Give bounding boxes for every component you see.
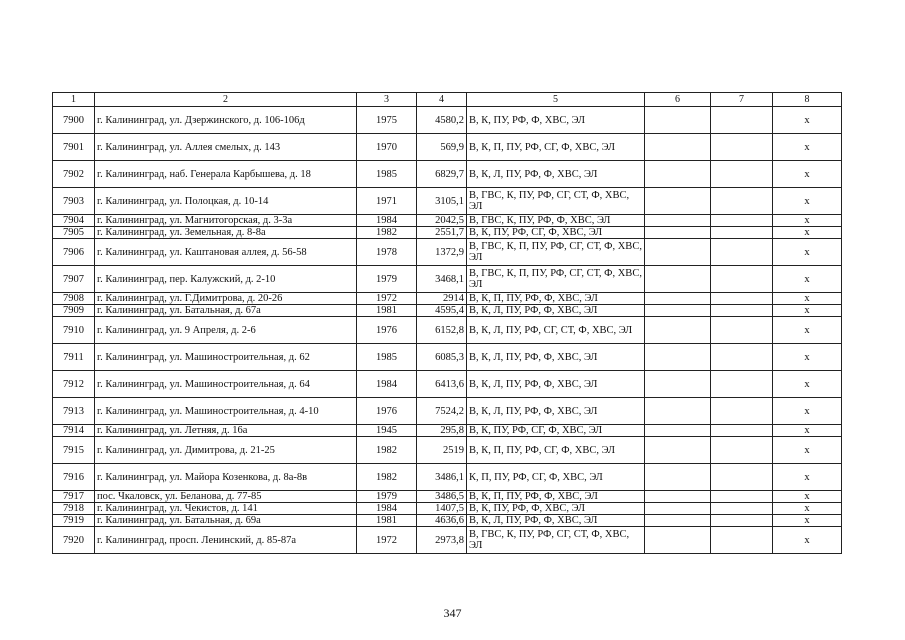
cell-c7 — [711, 239, 773, 266]
cell-works: В, К, П, ПУ, РФ, СГ, Ф, ХВС, ЭЛ — [467, 437, 645, 464]
cell-c6 — [645, 161, 711, 188]
cell-c6 — [645, 437, 711, 464]
cell-c6 — [645, 239, 711, 266]
cell-num: 7912 — [53, 371, 95, 398]
cell-year: 1972 — [357, 527, 417, 554]
cell-c6 — [645, 515, 711, 527]
cell-area: 3468,1 — [417, 266, 467, 293]
table-row — [53, 215, 842, 227]
cell-year: 1979 — [357, 491, 417, 503]
cell-c6 — [645, 371, 711, 398]
cell-c8: х — [773, 227, 842, 239]
cell-works: В, К, П, ПУ, РФ, Ф, ХВС, ЭЛ — [467, 491, 645, 503]
cell-year: 1981 — [357, 305, 417, 317]
cell-year: 1970 — [357, 134, 417, 161]
cell-works: В, К, Л, ПУ, РФ, Ф, ХВС, ЭЛ — [467, 371, 645, 398]
cell-address: г. Калининград, ул. Машиностроительная, д. 64 — [95, 371, 357, 398]
cell-address: г. Калининград, ул. Батальная, д. 67а — [95, 305, 357, 317]
cell-year: 1981 — [357, 515, 417, 527]
cell-works: В, К, ПУ, РФ, Ф, ХВС, ЭЛ — [467, 107, 645, 134]
cell-c6 — [645, 425, 711, 437]
cell-num: 7905 — [53, 227, 95, 239]
cell-c7 — [711, 188, 773, 215]
cell-num: 7911 — [53, 344, 95, 371]
cell-address: пос. Чкаловск, ул. Беланова, д. 77-85 — [95, 491, 357, 503]
cell-c6 — [645, 266, 711, 293]
cell-works: В, К, ПУ, РФ, Ф, ХВС, ЭЛ — [467, 503, 645, 515]
table-row — [53, 107, 842, 134]
cell-c8: х — [773, 344, 842, 371]
cell-num: 7901 — [53, 134, 95, 161]
header-cell: 6 — [645, 93, 711, 107]
cell-c8: х — [773, 527, 842, 554]
cell-c8: х — [773, 398, 842, 425]
table-row — [53, 425, 842, 437]
cell-address: г. Калининград, ул. Летняя, д. 16а — [95, 425, 357, 437]
cell-area: 2551,7 — [417, 227, 467, 239]
cell-address: г. Калининград, ул. Машиностроительная, д. 62 — [95, 344, 357, 371]
cell-c6 — [645, 227, 711, 239]
table-row — [53, 344, 842, 371]
cell-c7 — [711, 437, 773, 464]
cell-num: 7902 — [53, 161, 95, 188]
cell-year: 1984 — [357, 371, 417, 398]
cell-year: 1945 — [357, 425, 417, 437]
cell-c7 — [711, 134, 773, 161]
cell-area: 2042,5 — [417, 215, 467, 227]
cell-c8: х — [773, 515, 842, 527]
cell-year: 1978 — [357, 239, 417, 266]
cell-area: 4595,4 — [417, 305, 467, 317]
cell-c7 — [711, 371, 773, 398]
cell-c6 — [645, 491, 711, 503]
table-row — [53, 293, 842, 305]
cell-num: 7904 — [53, 215, 95, 227]
cell-area: 295,8 — [417, 425, 467, 437]
cell-area: 3486,1 — [417, 464, 467, 491]
cell-c7 — [711, 227, 773, 239]
cell-c8: х — [773, 266, 842, 293]
cell-c8: х — [773, 305, 842, 317]
cell-address: г. Калининград, ул. Полоцкая, д. 10-14 — [95, 188, 357, 215]
cell-c6 — [645, 188, 711, 215]
header-cell: 1 — [53, 93, 95, 107]
cell-address: г. Калининград, ул. Земельная, д. 8-8а — [95, 227, 357, 239]
cell-works: В, К, Л, ПУ, РФ, СГ, СТ, Ф, ХВС, ЭЛ — [467, 317, 645, 344]
cell-num: 7920 — [53, 527, 95, 554]
cell-works: В, ГВС, К, ПУ, РФ, Ф, ХВС, ЭЛ — [467, 215, 645, 227]
cell-works: В, К, Л, ПУ, РФ, Ф, ХВС, ЭЛ — [467, 398, 645, 425]
cell-works: В, К, Л, ПУ, РФ, Ф, ХВС, ЭЛ — [467, 161, 645, 188]
cell-num: 7917 — [53, 491, 95, 503]
cell-works: В, К, Л, ПУ, РФ, Ф, ХВС, ЭЛ — [467, 515, 645, 527]
cell-c6 — [645, 527, 711, 554]
cell-c8: х — [773, 425, 842, 437]
cell-c6 — [645, 398, 711, 425]
cell-area: 4580,2 — [417, 107, 467, 134]
header-cell: 5 — [467, 93, 645, 107]
cell-works: В, К, Л, ПУ, РФ, Ф, ХВС, ЭЛ — [467, 305, 645, 317]
cell-year: 1976 — [357, 398, 417, 425]
cell-c6 — [645, 344, 711, 371]
cell-address: г. Калининград, ул. Батальная, д. 69а — [95, 515, 357, 527]
cell-num: 7907 — [53, 266, 95, 293]
cell-address: г. Калининград, ул. 9 Апреля, д. 2-6 — [95, 317, 357, 344]
cell-area: 6829,7 — [417, 161, 467, 188]
cell-address: г. Калининград, просп. Ленинский, д. 85-87а — [95, 527, 357, 554]
table-row — [53, 371, 842, 398]
cell-area: 6152,8 — [417, 317, 467, 344]
cell-c7 — [711, 515, 773, 527]
cell-c7 — [711, 317, 773, 344]
table-row — [53, 305, 842, 317]
cell-year: 1984 — [357, 503, 417, 515]
table-row — [53, 188, 842, 215]
cell-area: 6413,6 — [417, 371, 467, 398]
cell-c7 — [711, 527, 773, 554]
cell-year: 1982 — [357, 227, 417, 239]
cell-c7 — [711, 266, 773, 293]
table-row — [53, 437, 842, 464]
table-row — [53, 527, 842, 554]
cell-address: г. Калининград, ул. Чекистов, д. 141 — [95, 503, 357, 515]
cell-num: 7919 — [53, 515, 95, 527]
cell-c8: х — [773, 107, 842, 134]
cell-area: 569,9 — [417, 134, 467, 161]
cell-c6 — [645, 293, 711, 305]
cell-num: 7913 — [53, 398, 95, 425]
cell-c7 — [711, 425, 773, 437]
cell-c6 — [645, 215, 711, 227]
header-cell: 4 — [417, 93, 467, 107]
cell-works: В, ГВС, К, ПУ, РФ, СГ, СТ, Ф, ХВС, ЭЛ — [467, 188, 645, 215]
cell-c7 — [711, 503, 773, 515]
cell-area: 2519 — [417, 437, 467, 464]
cell-year: 1976 — [357, 317, 417, 344]
table-row — [53, 491, 842, 503]
cell-c6 — [645, 503, 711, 515]
header-cell: 3 — [357, 93, 417, 107]
cell-num: 7909 — [53, 305, 95, 317]
cell-c8: х — [773, 188, 842, 215]
cell-year: 1985 — [357, 161, 417, 188]
cell-num: 7910 — [53, 317, 95, 344]
table-row — [53, 515, 842, 527]
cell-c7 — [711, 107, 773, 134]
cell-works: В, К, П, ПУ, РФ, СГ, Ф, ХВС, ЭЛ — [467, 134, 645, 161]
cell-year: 1982 — [357, 464, 417, 491]
cell-c8: х — [773, 464, 842, 491]
header-cell: 7 — [711, 93, 773, 107]
cell-address: г. Калининград, ул. Г.Димитрова, д. 20-26 — [95, 293, 357, 305]
cell-c6 — [645, 317, 711, 344]
cell-area: 6085,3 — [417, 344, 467, 371]
table-row — [53, 134, 842, 161]
table-row — [53, 317, 842, 344]
header-row — [53, 93, 842, 107]
cell-c7 — [711, 293, 773, 305]
cell-area: 2914 — [417, 293, 467, 305]
cell-year: 1979 — [357, 266, 417, 293]
cell-num: 7916 — [53, 464, 95, 491]
cell-num: 7906 — [53, 239, 95, 266]
cell-address: г. Калининград, ул. Димитрова, д. 21-25 — [95, 437, 357, 464]
cell-c8: х — [773, 317, 842, 344]
cell-year: 1975 — [357, 107, 417, 134]
cell-year: 1985 — [357, 344, 417, 371]
header-cell: 8 — [773, 93, 842, 107]
cell-c8: х — [773, 215, 842, 227]
cell-works: В, ГВС, К, ПУ, РФ, СГ, СТ, Ф, ХВС, ЭЛ — [467, 527, 645, 554]
cell-c6 — [645, 305, 711, 317]
cell-area: 4636,6 — [417, 515, 467, 527]
cell-c7 — [711, 215, 773, 227]
cell-c7 — [711, 464, 773, 491]
cell-area: 3486,5 — [417, 491, 467, 503]
cell-c7 — [711, 161, 773, 188]
cell-c6 — [645, 134, 711, 161]
table-row — [53, 161, 842, 188]
cell-works: К, П, ПУ, РФ, СГ, Ф, ХВС, ЭЛ — [467, 464, 645, 491]
cell-c8: х — [773, 161, 842, 188]
cell-c8: х — [773, 437, 842, 464]
header-cell: 2 — [95, 93, 357, 107]
cell-area: 1407,5 — [417, 503, 467, 515]
cell-c7 — [711, 398, 773, 425]
cell-c7 — [711, 491, 773, 503]
cell-works: В, ГВС, К, П, ПУ, РФ, СГ, СТ, Ф, ХВС, ЭЛ — [467, 266, 645, 293]
cell-num: 7903 — [53, 188, 95, 215]
cell-c8: х — [773, 371, 842, 398]
cell-c8: х — [773, 491, 842, 503]
cell-c7 — [711, 344, 773, 371]
page-number: 347 — [443, 606, 462, 620]
cell-works: В, ГВС, К, П, ПУ, РФ, СГ, СТ, Ф, ХВС, ЭЛ — [467, 239, 645, 266]
cell-address: г. Калининград, ул. Каштановая аллея, д. 56-58 — [95, 239, 357, 266]
cell-area: 7524,2 — [417, 398, 467, 425]
cell-num: 7914 — [53, 425, 95, 437]
cell-area: 1372,9 — [417, 239, 467, 266]
cell-year: 1984 — [357, 215, 417, 227]
cell-c6 — [645, 464, 711, 491]
cell-area: 2973,8 — [417, 527, 467, 554]
cell-address: г. Калининград, ул. Аллея смелых, д. 143 — [95, 134, 357, 161]
table-row — [53, 464, 842, 491]
cell-year: 1982 — [357, 437, 417, 464]
cell-works: В, К, Л, ПУ, РФ, Ф, ХВС, ЭЛ — [467, 344, 645, 371]
table-row — [53, 266, 842, 293]
cell-num: 7908 — [53, 293, 95, 305]
cell-num: 7900 — [53, 107, 95, 134]
cell-area: 3105,1 — [417, 188, 467, 215]
cell-c8: х — [773, 503, 842, 515]
cell-works: В, К, П, ПУ, РФ, Ф, ХВС, ЭЛ — [467, 293, 645, 305]
cell-address: г. Калининград, ул. Майора Козенкова, д. 8а-8в — [95, 464, 357, 491]
cell-works: В, К, ПУ, РФ, СГ, Ф, ХВС, ЭЛ — [467, 425, 645, 437]
cell-c6 — [645, 107, 711, 134]
cell-c7 — [711, 305, 773, 317]
cell-address: г. Калининград, наб. Генерала Карбышева, д. 18 — [95, 161, 357, 188]
cell-num: 7918 — [53, 503, 95, 515]
table-row — [53, 239, 842, 266]
housing-register-table — [52, 92, 842, 554]
cell-works: В, К, ПУ, РФ, СГ, Ф, ХВС, ЭЛ — [467, 227, 645, 239]
cell-year: 1971 — [357, 188, 417, 215]
cell-c8: х — [773, 293, 842, 305]
table-row — [53, 503, 842, 515]
cell-address: г. Калининград, ул. Дзержинского, д. 106-106д — [95, 107, 357, 134]
cell-num: 7915 — [53, 437, 95, 464]
cell-year: 1972 — [357, 293, 417, 305]
cell-c8: х — [773, 134, 842, 161]
cell-address: г. Калининград, ул. Машиностроительная, д. 4-10 — [95, 398, 357, 425]
cell-address: г. Калининград, пер. Калужский, д. 2-10 — [95, 266, 357, 293]
cell-c8: х — [773, 239, 842, 266]
table-row — [53, 227, 842, 239]
cell-address: г. Калининград, ул. Магнитогорская, д. 3-3а — [95, 215, 357, 227]
table-row — [53, 398, 842, 425]
